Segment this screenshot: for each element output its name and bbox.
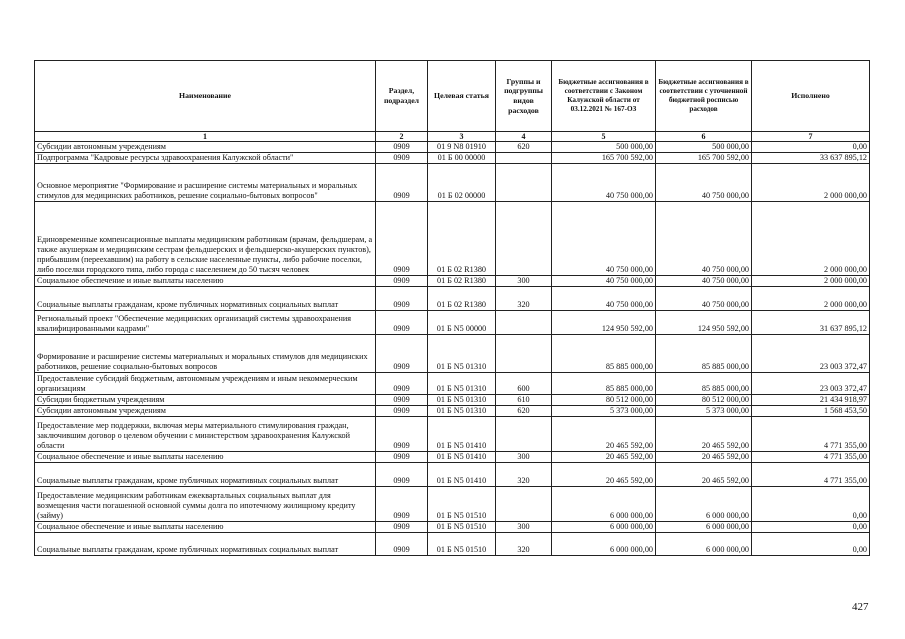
- row-executed-amount-cell: 23 003 372,47: [752, 335, 870, 373]
- row-section-cell: 0909: [376, 452, 428, 463]
- budget-table: [34, 60, 870, 556]
- row-target-cell: 01 Б 02 R1380: [428, 276, 496, 287]
- table-row: [35, 202, 870, 276]
- row-group-cell: 620: [496, 406, 552, 417]
- row-executed-amount-cell: 1 568 453,50: [752, 406, 870, 417]
- row-law-amount-cell: 6 000 000,00: [552, 522, 656, 533]
- header-executed: Исполнено: [752, 61, 870, 132]
- row-section-cell: 0909: [376, 202, 428, 276]
- row-target-cell: 01 Б 02 00000: [428, 164, 496, 202]
- column-number: 6: [656, 132, 752, 142]
- row-executed-amount-cell: 23 003 372,47: [752, 373, 870, 395]
- row-refined-amount-cell: 6 000 000,00: [656, 533, 752, 556]
- row-section-cell: 0909: [376, 487, 428, 522]
- row-group-cell: [496, 164, 552, 202]
- row-executed-amount-cell: 4 771 355,00: [752, 417, 870, 452]
- row-target-cell: 01 Б 00 00000: [428, 153, 496, 164]
- row-refined-amount-cell: 6 000 000,00: [656, 522, 752, 533]
- row-group-cell: 300: [496, 452, 552, 463]
- row-name-cell: Субсидии автономным учреждениям: [35, 406, 376, 417]
- row-executed-amount-cell: 2 000 000,00: [752, 164, 870, 202]
- row-refined-amount-cell: 40 750 000,00: [656, 164, 752, 202]
- row-target-cell: 01 Б N5 01410: [428, 452, 496, 463]
- table-row: [35, 142, 870, 153]
- row-executed-amount-cell: 31 637 895,12: [752, 311, 870, 335]
- row-refined-amount-cell: 85 885 000,00: [656, 373, 752, 395]
- row-section-cell: 0909: [376, 373, 428, 395]
- row-refined-amount-cell: 500 000,00: [656, 142, 752, 153]
- row-refined-amount-cell: 80 512 000,00: [656, 395, 752, 406]
- column-number: 3: [428, 132, 496, 142]
- row-name-cell: Предоставление субсидий бюджетным, автономным учреждениям и иным некоммерческим организациям: [35, 373, 376, 395]
- table-row: [35, 287, 870, 311]
- row-law-amount-cell: 20 465 592,00: [552, 417, 656, 452]
- table-row: [35, 452, 870, 463]
- row-group-cell: 320: [496, 533, 552, 556]
- row-refined-amount-cell: 124 950 592,00: [656, 311, 752, 335]
- column-number-row: [35, 132, 870, 142]
- row-name-cell: Субсидии бюджетным учреждениям: [35, 395, 376, 406]
- row-group-cell: [496, 335, 552, 373]
- row-executed-amount-cell: 2 000 000,00: [752, 287, 870, 311]
- table-row: [35, 533, 870, 556]
- row-target-cell: 01 Б N5 01310: [428, 373, 496, 395]
- row-name-cell: Социальное обеспечение и иные выплаты населению: [35, 452, 376, 463]
- row-section-cell: 0909: [376, 311, 428, 335]
- row-target-cell: 01 Б N5 00000: [428, 311, 496, 335]
- row-target-cell: 01 Б N5 01310: [428, 406, 496, 417]
- table-row: [35, 487, 870, 522]
- row-name-cell: Социальное обеспечение и иные выплаты населению: [35, 522, 376, 533]
- header-name: Наименование: [35, 61, 376, 132]
- row-target-cell: 01 Б N5 01510: [428, 522, 496, 533]
- row-law-amount-cell: 85 885 000,00: [552, 373, 656, 395]
- row-group-cell: 300: [496, 276, 552, 287]
- row-executed-amount-cell: 0,00: [752, 533, 870, 556]
- row-section-cell: 0909: [376, 142, 428, 153]
- row-name-cell: Социальные выплаты гражданам, кроме публичных нормативных социальных выплат: [35, 287, 376, 311]
- row-target-cell: 01 Б N5 01510: [428, 533, 496, 556]
- row-law-amount-cell: 6 000 000,00: [552, 533, 656, 556]
- row-group-cell: [496, 202, 552, 276]
- row-name-cell: Социальные выплаты гражданам, кроме публичных нормативных социальных выплат: [35, 533, 376, 556]
- page-number: 427: [852, 601, 869, 613]
- row-executed-amount-cell: 4 771 355,00: [752, 452, 870, 463]
- row-law-amount-cell: 80 512 000,00: [552, 395, 656, 406]
- row-section-cell: 0909: [376, 287, 428, 311]
- header-groups: Группы и подгруппы видов расходов: [496, 61, 552, 132]
- row-name-cell: Формирование и расширение системы материальных и моральных стимулов для медицинских работников, решение социально-бытовых вопросов: [35, 335, 376, 373]
- row-law-amount-cell: 165 700 592,00: [552, 153, 656, 164]
- row-group-cell: [496, 153, 552, 164]
- row-law-amount-cell: 85 885 000,00: [552, 335, 656, 373]
- row-refined-amount-cell: 20 465 592,00: [656, 452, 752, 463]
- row-refined-amount-cell: 85 885 000,00: [656, 335, 752, 373]
- row-target-cell: 01 Б N5 01310: [428, 335, 496, 373]
- row-section-cell: 0909: [376, 417, 428, 452]
- row-law-amount-cell: 124 950 592,00: [552, 311, 656, 335]
- row-executed-amount-cell: 2 000 000,00: [752, 202, 870, 276]
- row-section-cell: 0909: [376, 533, 428, 556]
- row-law-amount-cell: 20 465 592,00: [552, 452, 656, 463]
- row-refined-amount-cell: 165 700 592,00: [656, 153, 752, 164]
- row-group-cell: 320: [496, 287, 552, 311]
- table-body: [35, 142, 870, 556]
- table-row: [35, 463, 870, 487]
- row-executed-amount-cell: 0,00: [752, 142, 870, 153]
- row-group-cell: 320: [496, 463, 552, 487]
- row-refined-amount-cell: 20 465 592,00: [656, 417, 752, 452]
- table-row: [35, 153, 870, 164]
- row-group-cell: [496, 311, 552, 335]
- row-name-cell: Единовременные компенсационные выплаты медицинским работникам (врачам, фельдшерам, а также акушеркам и медицинским сестрам фельдшерских и фельдшерско-акушерских пунктов), прибывшим (переехавшим) на работу в сельские населенные пункты, либо рабочие поселки, либо поселки городского типа, либо города с населением до 50 тысяч человек: [35, 202, 376, 276]
- row-law-amount-cell: 40 750 000,00: [552, 276, 656, 287]
- row-name-cell: Социальные выплаты гражданам, кроме публичных нормативных социальных выплат: [35, 463, 376, 487]
- row-executed-amount-cell: 33 637 895,12: [752, 153, 870, 164]
- row-law-amount-cell: 500 000,00: [552, 142, 656, 153]
- row-target-cell: 01 Б 02 R1380: [428, 287, 496, 311]
- row-name-cell: Предоставление медицинским работникам ежеквартальных социальных выплат для возмещения части погашенной основной суммы долга по ипотечному жилищному кредиту (займу): [35, 487, 376, 522]
- row-refined-amount-cell: 20 465 592,00: [656, 463, 752, 487]
- row-group-cell: 300: [496, 522, 552, 533]
- row-group-cell: [496, 487, 552, 522]
- row-law-amount-cell: 20 465 592,00: [552, 463, 656, 487]
- column-number: 7: [752, 132, 870, 142]
- row-target-cell: 01 Б N5 01410: [428, 463, 496, 487]
- budget-table-sheet: [34, 60, 869, 556]
- row-section-cell: 0909: [376, 395, 428, 406]
- row-refined-amount-cell: 40 750 000,00: [656, 287, 752, 311]
- table-row: [35, 311, 870, 335]
- row-group-cell: 610: [496, 395, 552, 406]
- column-number: 2: [376, 132, 428, 142]
- header-refined-allocations: Бюджетные ассигнования в соответствии с уточненной бюджетной росписью расходов: [656, 61, 752, 132]
- row-section-cell: 0909: [376, 463, 428, 487]
- row-name-cell: Подпрограмма "Кадровые ресурсы здравоохранения Калужской области": [35, 153, 376, 164]
- row-refined-amount-cell: 40 750 000,00: [656, 276, 752, 287]
- table-row: [35, 335, 870, 373]
- row-section-cell: 0909: [376, 335, 428, 373]
- header-target: Целевая статья: [428, 61, 496, 132]
- table-row: [35, 522, 870, 533]
- row-name-cell: Предоставление мер поддержки, включая меры материального стимулирования граждан, заключившим договор о целевом обучении с министерством здравоохранения Калужской области: [35, 417, 376, 452]
- table-row: [35, 417, 870, 452]
- row-executed-amount-cell: 0,00: [752, 487, 870, 522]
- row-name-cell: Региональный проект "Обеспечение медицинских организаций системы здравоохранения квалифицированными кадрами": [35, 311, 376, 335]
- row-section-cell: 0909: [376, 153, 428, 164]
- table-row: [35, 395, 870, 406]
- row-executed-amount-cell: 4 771 355,00: [752, 463, 870, 487]
- row-target-cell: 01 Б N5 01310: [428, 395, 496, 406]
- table-row: [35, 373, 870, 395]
- column-number: 5: [552, 132, 656, 142]
- row-section-cell: 0909: [376, 276, 428, 287]
- row-refined-amount-cell: 6 000 000,00: [656, 487, 752, 522]
- row-name-cell: Основное мероприятие "Формирование и расширение системы материальных и моральных стимулов для медицинских работников, решение социально-бытовых вопросов": [35, 164, 376, 202]
- column-number: 1: [35, 132, 376, 142]
- row-law-amount-cell: 5 373 000,00: [552, 406, 656, 417]
- row-executed-amount-cell: 0,00: [752, 522, 870, 533]
- row-executed-amount-cell: 21 434 918,97: [752, 395, 870, 406]
- row-target-cell: 01 Б N5 01410: [428, 417, 496, 452]
- row-section-cell: 0909: [376, 406, 428, 417]
- row-group-cell: 620: [496, 142, 552, 153]
- row-group-cell: 600: [496, 373, 552, 395]
- row-name-cell: Социальное обеспечение и иные выплаты населению: [35, 276, 376, 287]
- row-section-cell: 0909: [376, 522, 428, 533]
- header-law-allocations: Бюджетные ассигнования в соответствии с Законом Калужской области от 03.12.2021 № 167-ОЗ: [552, 61, 656, 132]
- table-row: [35, 276, 870, 287]
- row-law-amount-cell: 40 750 000,00: [552, 287, 656, 311]
- row-refined-amount-cell: 5 373 000,00: [656, 406, 752, 417]
- row-name-cell: Субсидии автономным учреждениям: [35, 142, 376, 153]
- header-section: Раздел, подраздел: [376, 61, 428, 132]
- table-header-row: [35, 61, 870, 132]
- row-executed-amount-cell: 2 000 000,00: [752, 276, 870, 287]
- column-number: 4: [496, 132, 552, 142]
- row-target-cell: 01 9 N8 01910: [428, 142, 496, 153]
- table-row: [35, 164, 870, 202]
- row-group-cell: [496, 417, 552, 452]
- row-law-amount-cell: 6 000 000,00: [552, 487, 656, 522]
- table-row: [35, 406, 870, 417]
- row-section-cell: 0909: [376, 164, 428, 202]
- row-law-amount-cell: 40 750 000,00: [552, 164, 656, 202]
- row-law-amount-cell: 40 750 000,00: [552, 202, 656, 276]
- row-refined-amount-cell: 40 750 000,00: [656, 202, 752, 276]
- row-target-cell: 01 Б N5 01510: [428, 487, 496, 522]
- row-target-cell: 01 Б 02 R1380: [428, 202, 496, 276]
